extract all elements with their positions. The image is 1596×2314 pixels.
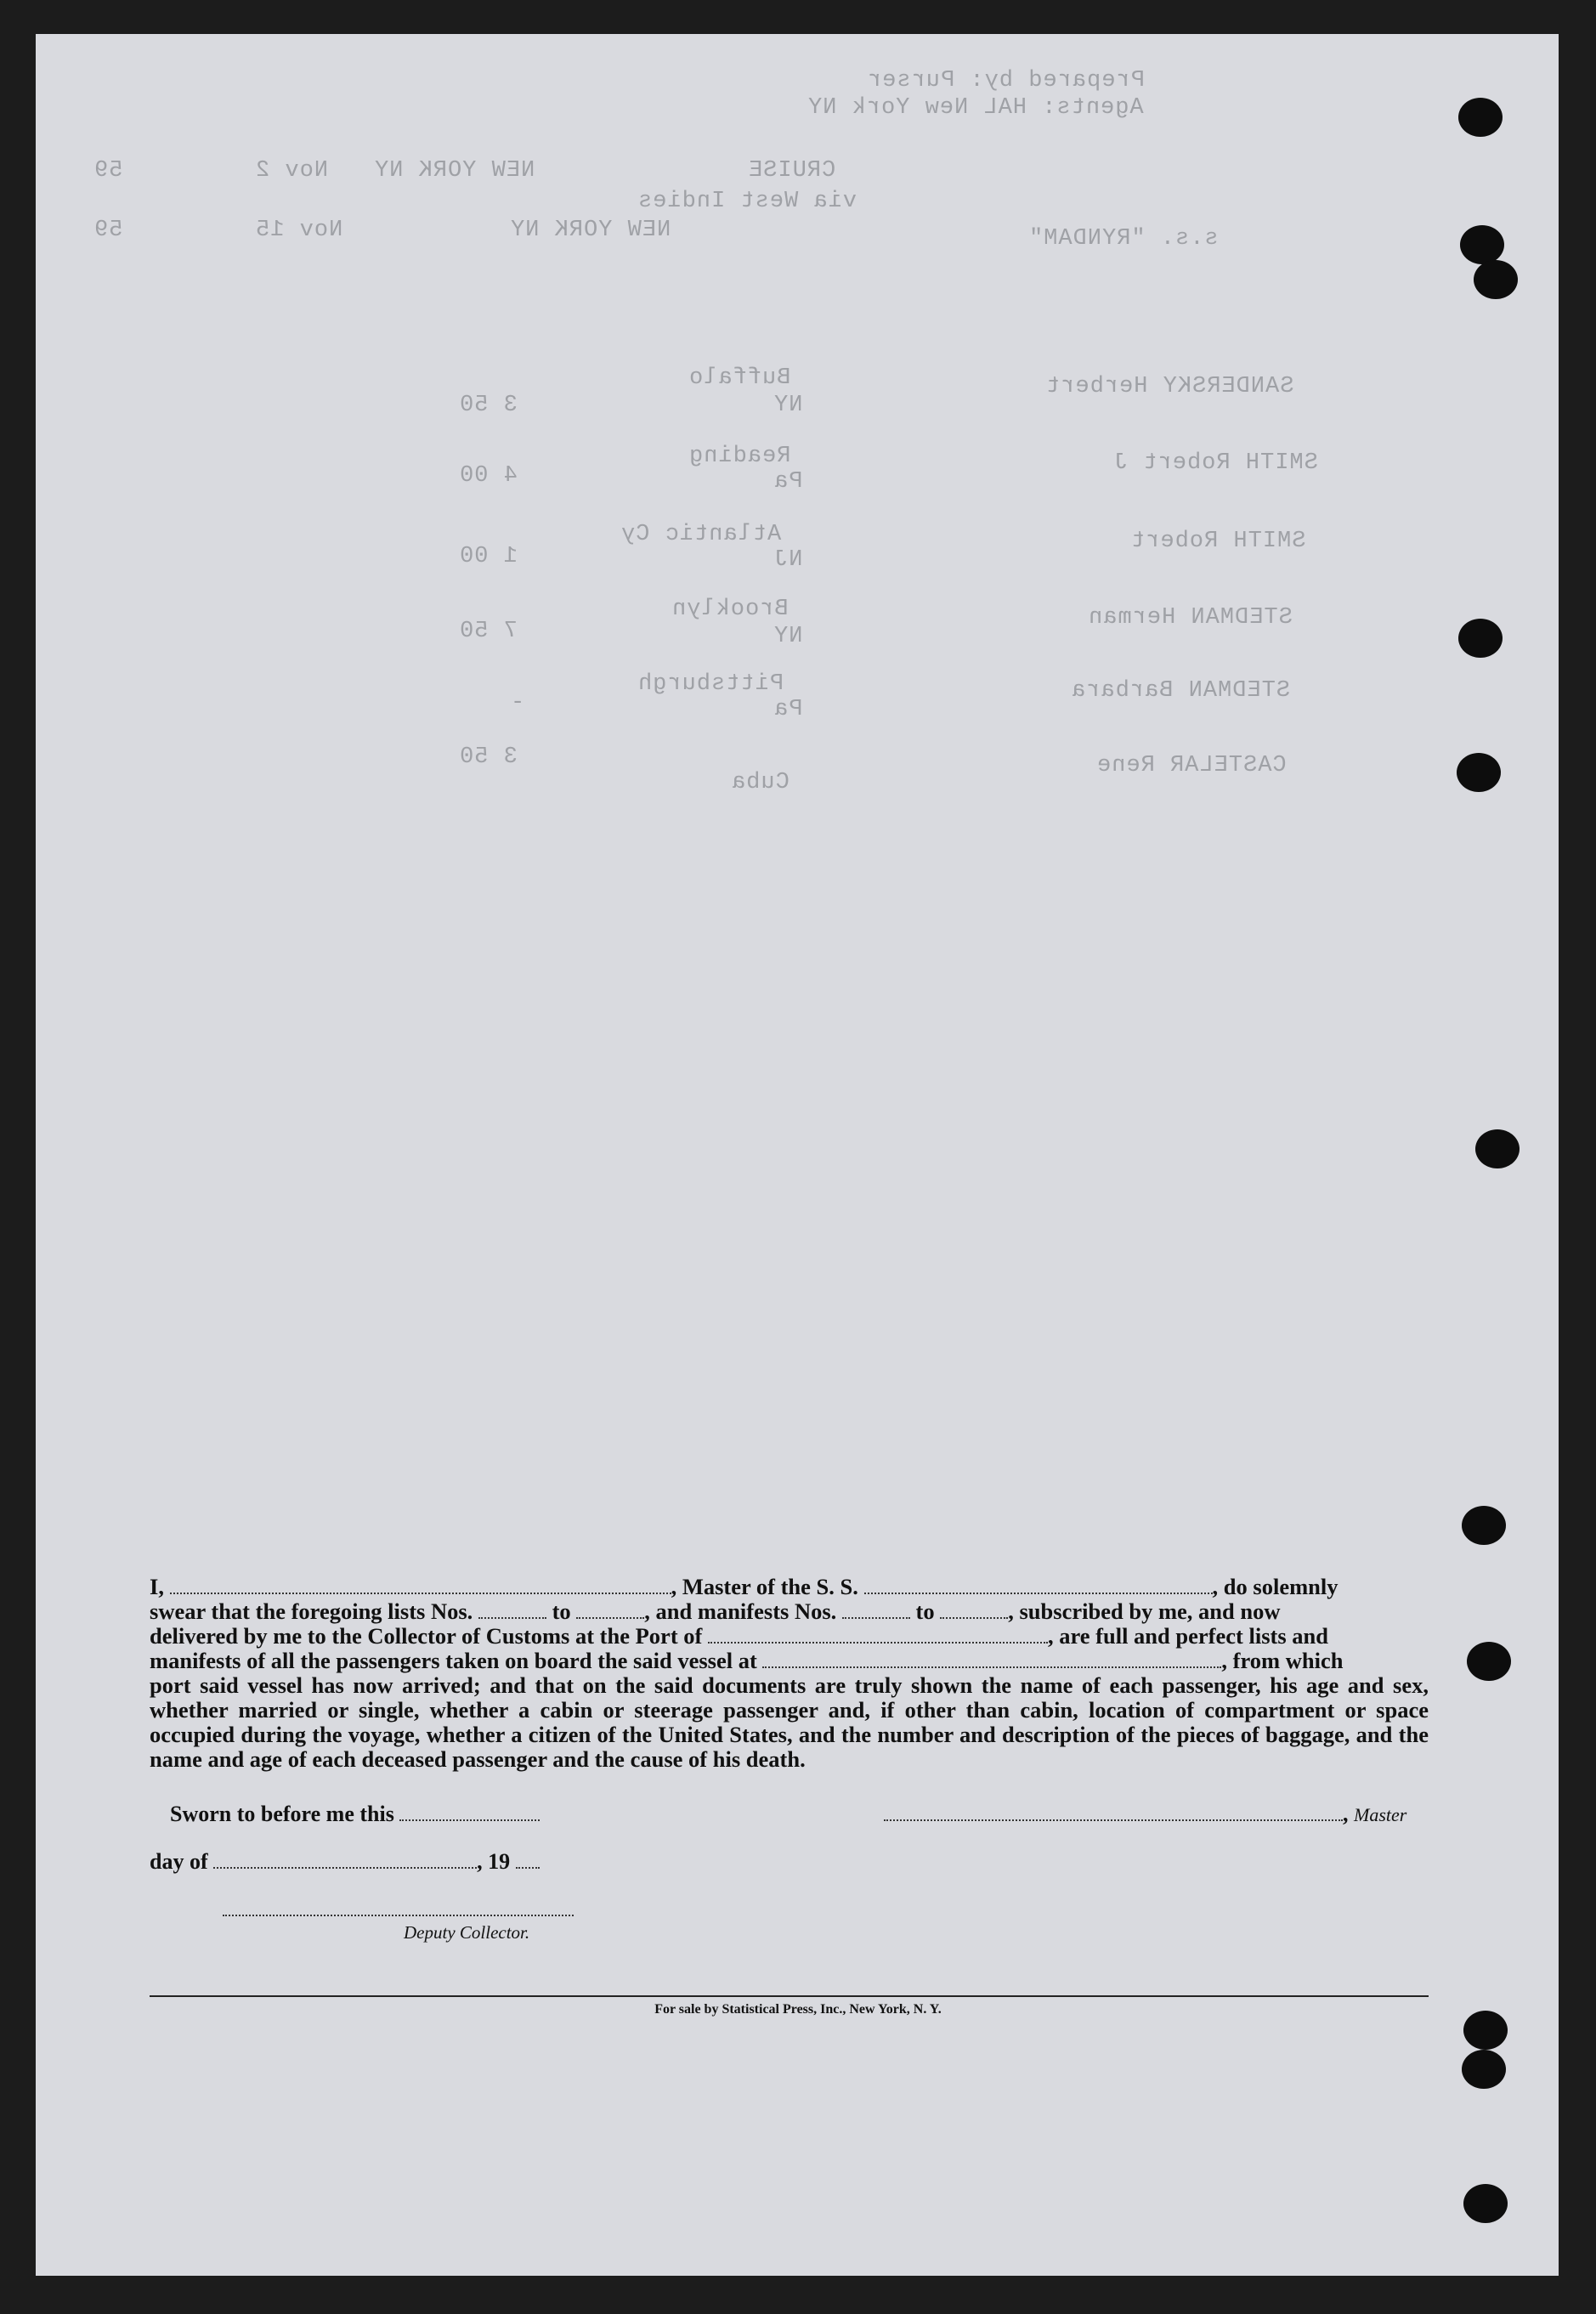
ghost-passenger-amount: 7 50 (459, 619, 518, 644)
oath-manifests-all: manifests of all the passengers taken on board the said vessel at (150, 1648, 757, 1673)
ghost-ship: s.s. "RYNDAM" (1028, 226, 1219, 252)
ghost-passenger-name: SMITH Robert (1130, 529, 1306, 554)
bottom-rule (150, 1995, 1429, 1997)
punch-hole (1458, 98, 1503, 137)
sworn-to-label: Sworn to before me this (170, 1802, 394, 1826)
ghost-passenger-name: SANDERSKY Herbert (1045, 374, 1294, 399)
ghost-cruise: CRUISE (748, 158, 836, 184)
ghost-passenger-city: Buffalo (688, 365, 791, 391)
oath-subscribed: , subscribed by me, and now (1008, 1598, 1281, 1624)
ghost-passenger-amount: 3 50 (459, 393, 518, 418)
port-blank (708, 1625, 1048, 1644)
oath-swear: swear that the foregoing lists Nos. (150, 1598, 473, 1624)
oath-delivered: delivered by me to the Collector of Customs at the Port of (150, 1623, 703, 1649)
ghost-passenger-city: Pittsburgh (637, 671, 784, 697)
punch-hole (1460, 225, 1504, 264)
day-of-label: day of (150, 1849, 208, 1874)
manifest-page (36, 34, 1559, 2276)
oath-to-2: to (915, 1598, 935, 1624)
oath-do-solemnly: , do solemnly (1212, 1574, 1338, 1599)
master-name-blank (170, 1576, 671, 1594)
ghost-passenger-state: Pa (773, 469, 803, 495)
punch-hole (1475, 1129, 1520, 1168)
ghost-passenger-state: NJ (773, 547, 803, 573)
ghost-passenger-name: CASTELAR Rene (1096, 753, 1287, 778)
deputy-collector-label: Deputy Collector. (404, 1922, 530, 1943)
lists-from-blank (478, 1600, 546, 1619)
day-of-blank (213, 1850, 477, 1869)
manifests-to-blank (940, 1600, 1008, 1619)
ghost-arr-date: Nov 15 (255, 218, 343, 243)
ghost-passenger-name: STEDMAN Barbara (1071, 678, 1291, 704)
ship-name-blank (864, 1576, 1213, 1594)
year-blank (516, 1850, 540, 1869)
master-label: Master (1354, 1804, 1407, 1825)
ghost-passenger-amount: - (510, 690, 525, 716)
ghost-arr-year: 59 (93, 218, 123, 243)
punch-hole (1462, 1506, 1506, 1545)
ghost-passenger-amount: 4 00 (459, 463, 518, 489)
punch-hole (1458, 619, 1503, 658)
punch-hole (1463, 2184, 1508, 2223)
ghost-route: via West Indies (637, 189, 857, 214)
ghost-dep1-year: 59 (93, 158, 123, 184)
oath-from-which: , from which (1221, 1648, 1344, 1673)
manifests-from-blank (842, 1600, 910, 1619)
ghost-passenger-state: NY (773, 393, 803, 418)
deputy-signature-blank (223, 1898, 574, 1916)
sworn-date-blank (399, 1802, 540, 1821)
punch-hole (1462, 2050, 1506, 2089)
ghost-passenger-state: Pa (773, 697, 803, 722)
oath-master-of: , Master of the S. S. (671, 1574, 858, 1599)
punch-hole (1467, 1642, 1511, 1681)
ghost-passenger-city: Brooklyn (671, 597, 789, 622)
ghost-dep1-date: Nov 2 (255, 158, 329, 184)
ghost-prepared-by: Prepared by: Purser (867, 68, 1145, 93)
oath-full-perfect: , are full and perfect lists and (1047, 1623, 1328, 1649)
ghost-passenger-city: Reading (688, 444, 791, 469)
ghost-agents: Agents: HAL New York NY (807, 95, 1144, 121)
ghost-passenger-city: Cuba (731, 770, 790, 795)
lists-to-blank (576, 1600, 644, 1619)
sworn-line (170, 1802, 540, 1827)
ghost-dep1-port: NEW YORK NY (374, 158, 535, 184)
punch-hole (1457, 753, 1501, 792)
oath-rest: port said vessel has now arrived; and that on the said documents are truly shown the name of each passenger, his age and sex, whether married or single, whether a cabin or steerage passenger and, if other than cabin, location of compartment or space occupied during the voyage, whether a citizen of the United States, and the number and description of the pieces of baggage, and the name and age of each deceased passenger and the cause of his death. (150, 1672, 1429, 1772)
punch-hole (1474, 260, 1518, 299)
ghost-passenger-state: NY (773, 624, 803, 649)
ghost-passenger-amount: 3 50 (459, 744, 518, 770)
master-signature-line: , Master (884, 1802, 1406, 1827)
ghost-arr-port: NEW YORK NY (510, 218, 671, 243)
oath-and-manifests: , and manifests Nos. (644, 1598, 837, 1624)
day-of-line (150, 1849, 540, 1875)
oath-paragraph (150, 1575, 1429, 1772)
embark-port-blank (762, 1649, 1221, 1668)
ghost-passenger-name: SMITH Robert J (1113, 450, 1318, 476)
ghost-passenger-city: Atlantic Cy (620, 522, 782, 547)
ghost-passenger-name: STEDMAN Herman (1088, 605, 1293, 631)
master-signature-blank (884, 1802, 1343, 1821)
imprint: For sale by Statistical Press, Inc., New York, N. Y. (654, 2002, 942, 2017)
year-prefix: , 19 (477, 1849, 511, 1874)
oath-to-1: to (552, 1598, 571, 1624)
oath-i: I, (150, 1574, 164, 1599)
deputy-signature-line (223, 1897, 574, 1922)
ghost-passenger-amount: 1 00 (459, 544, 518, 569)
